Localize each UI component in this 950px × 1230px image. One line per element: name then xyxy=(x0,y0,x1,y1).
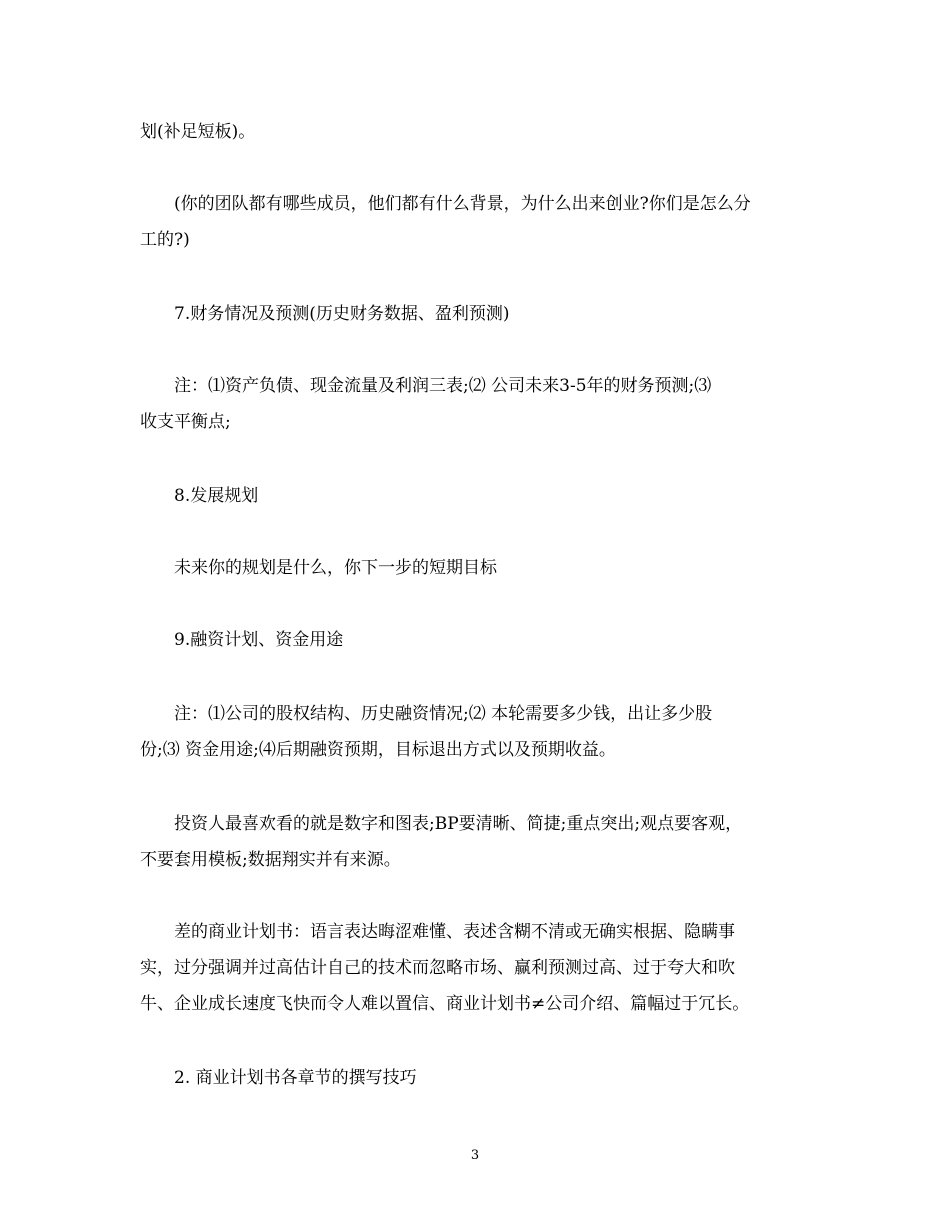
text-line: 2. 商业计划书各章节的撰写技巧 xyxy=(174,1068,417,1088)
paragraph-plan-question xyxy=(140,550,808,586)
text-line: (你的团队都有哪些成员，他们都有什么背景，为什么出来创业?你们是怎么分 xyxy=(174,194,751,214)
heading-financials xyxy=(140,296,808,332)
text-line: 未来你的规划是什么，你下一步的短期目标 xyxy=(174,558,497,578)
text-line: 注：⑴资产负债、现金流量及利润三表;⑵ 公司未来3-5年的财务预测;⑶ xyxy=(174,376,712,396)
text-line: 实，过分强调并过高估计自己的技术而忽略市场、赢利预测过高、过于夸大和吹 xyxy=(140,958,735,978)
paragraph-team-question xyxy=(140,186,808,258)
text-line: 工的?) xyxy=(140,230,190,250)
text-line: 9.融资计划、资金用途 xyxy=(174,630,344,650)
page-number: 3 xyxy=(470,1148,480,1163)
text-line: 收支平衡点; xyxy=(140,412,231,432)
text-line: 划(补足短板)。 xyxy=(140,122,256,142)
text-line: 不要套用模板;数据翔实并有来源。 xyxy=(140,850,401,870)
heading-development-plan xyxy=(140,478,808,514)
heading-financing-plan xyxy=(140,622,808,658)
text-line: 投资人最喜欢看的就是数字和图表;BP要清晰、简捷;重点突出;观点要客观， xyxy=(174,814,743,834)
text-line: 注：⑴公司的股权结构、历史融资情况;⑵ 本轮需要多少钱，出让多少股 xyxy=(174,704,713,724)
text-line: 8.发展规划 xyxy=(174,486,259,506)
paragraph-financing-note xyxy=(140,696,808,768)
paragraph-bad-plan xyxy=(140,914,808,1022)
heading-writing-tips xyxy=(140,1060,808,1096)
text-line: 牛、企业成长速度飞快而令人难以置信、商业计划书≠公司介绍、篇幅过于冗长。 xyxy=(140,994,750,1014)
paragraph-continuation xyxy=(140,114,808,150)
text-line: 差的商业计划书：语言表达晦涩难懂、表述含糊不清或无确实根据、隐瞒事 xyxy=(174,922,735,942)
text-line: 7.财务情况及预测(历史财务数据、盈利预测) xyxy=(174,304,510,324)
paragraph-investor-tips xyxy=(140,806,808,878)
paragraph-financial-note xyxy=(140,368,808,440)
text-line: 份;⑶ 资金用途;⑷后期融资预期，目标退出方式以及预期收益。 xyxy=(140,740,616,760)
